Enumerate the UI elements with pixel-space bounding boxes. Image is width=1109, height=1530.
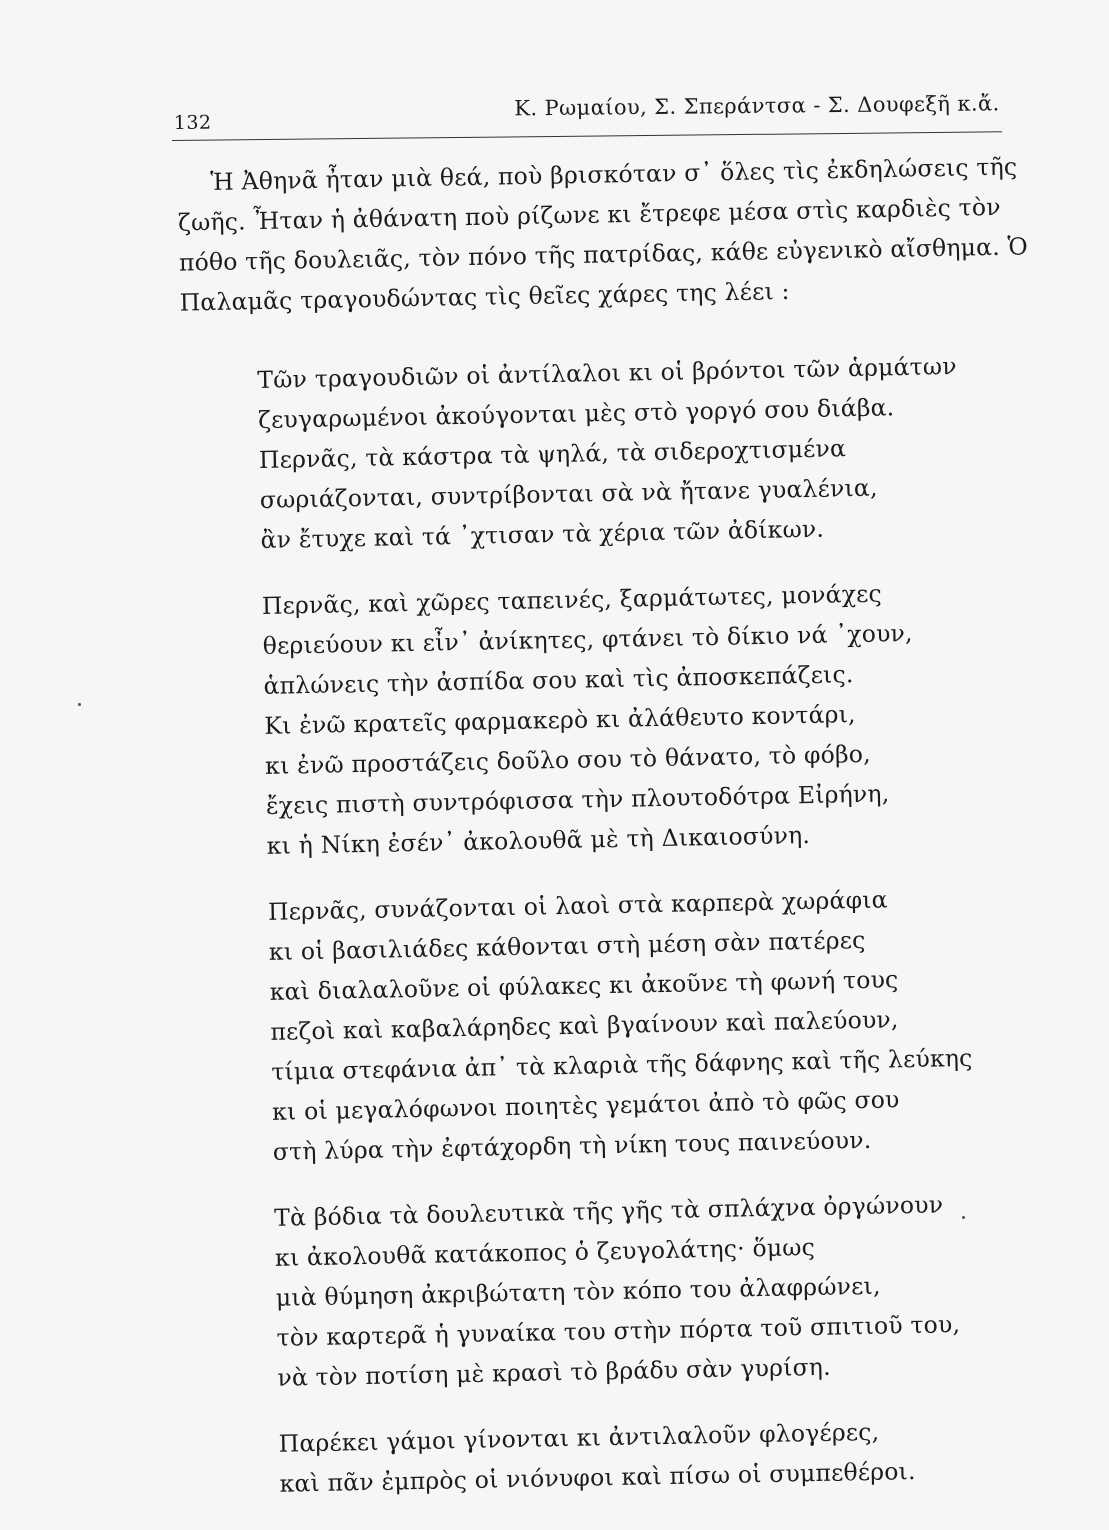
print-speck: [78, 703, 81, 706]
verse-line: κι ἀκολουθᾶ κατάκοπος ὁ ζευγολάτης· ὅμως: [274, 1232, 816, 1272]
prose-paragraph: [177, 147, 1029, 322]
prose-line: Ἡ Ἀθηνᾶ ἦταν μιὰ θεά, ποὺ βρισκόταν σ᾽ ὅλες τὶς ἐκδηλώσεις τῆς: [210, 152, 1018, 196]
verse-line: καὶ πᾶν ἐμπρὸς οἱ νιόνυφοι καὶ πίσω οἱ συμπεθέροι.: [279, 1457, 916, 1498]
page-number: 132: [173, 111, 212, 134]
verse-line: πεζοὶ καὶ καβαλάρηδες καὶ βγαίνουν καὶ παλεύουν,: [270, 1005, 899, 1046]
print-speck: [962, 1216, 965, 1219]
verse-line: κι οἱ βασιλιάδες κάθονται στὴ μέση σὰν πατέρες: [268, 925, 866, 966]
stanza: [278, 1409, 999, 1503]
verse-line: καὶ διαλαλοῦνε οἱ φύλακες κι ἀκοῦνε τὴ φωνή τους: [269, 965, 899, 1006]
verse-line: κι ἐνῶ προστάζεις δοῦλο σου τὸ θάνατο, τὸ φόβο,: [264, 739, 872, 780]
verse-line: σωριάζονται, συντρίβονται σὰ νὰ ἤτανε γυαλένια,: [259, 473, 878, 514]
verse-line: στὴ λύρα τὴν ἐφτάχορδη τὴ νίκη τους παινεύουν.: [272, 1125, 872, 1166]
prose-line: πόθο τῆς δουλειᾶς, τὸν πόνο τῆς πατρίδας, κάθε εὐγενικὸ αἴσθημα. Ὁ: [178, 232, 1029, 277]
verse-line: ἔχεις πιστὴ συντρόφισσα τὴν πλουτοδότρα Εἰρήνη,: [265, 779, 890, 820]
verse-line: Παρέκει γάμοι γίνονται κι ἀντιλαλοῦν φλογέρες,: [278, 1417, 880, 1458]
verse-line: κι οἱ μεγαλόφωνοι ποιητὲς γεμάτοι ἀπὸ τὸ φῶς σου: [271, 1085, 900, 1126]
verse-line: Τὰ βόδια τὰ δουλευτικὰ τῆς γῆς τὰ σπλάχνα ὀργώνουν: [273, 1190, 944, 1232]
verse-line: ζευγαρωμένοι ἀκούγονται μὲς στὸ γοργό σου διάβα.: [257, 393, 895, 434]
verse-line: κι ἡ Νίκη ἐσέν᾽ ἀκολουθᾶ μὲ τὴ Δικαιοσύνη.: [266, 820, 811, 860]
verse-line: ἂν ἔτυχε καὶ τά ᾽χτισαν τὰ χέρια τῶν ἀδίκων.: [260, 514, 825, 554]
verse-line: Περνᾶς, συνάζονται οἱ λαοὶ στὰ καρπερὰ χωράφια: [267, 885, 888, 926]
verse-line: ἁπλώνεις τὴν ἀσπίδα σου καὶ τὶς ἀποσκεπάζεις.: [263, 660, 854, 700]
stanza: [262, 572, 987, 866]
running-head: Κ. Ρωμαίου, Σ. Σπεράντσα - Σ. Δουφεξῆ κ.ἄ.: [514, 91, 1000, 121]
verse-line: νὰ τὸν ποτίση μὲ κρασὶ τὸ βράδυ σὰν γυρίση.: [277, 1352, 832, 1392]
prose-line: ζωῆς. Ἦταν ἡ ἀθάνατη ποὺ ρίζωνε κι ἔτρεφε μέσα στὶς καρδιὲς τὸν: [177, 192, 1001, 237]
verse-line: Τῶν τραγουδιῶν οἱ ἀντίλαλοι κι οἱ βρόντοι τῶν ἁρμάτων: [257, 351, 957, 394]
verse-line: Κι ἐνῶ κρατεῖς φαρμακερὸ κι ἀλάθευτο κοντάρι,: [264, 700, 856, 740]
verse-line: θεριεύουν κι εἶν᾽ ἀνίκητες, φτάνει τὸ δίκιο νά ᾽χουν,: [262, 618, 913, 660]
verse-line: τίμια στεφάνια ἀπ᾽ τὰ κλαριὰ τῆς δάφνης καὶ τῆς λεύκης: [271, 1043, 973, 1086]
poem-quotation: [257, 346, 1000, 1530]
verse-line: Περνᾶς, καὶ χῶρες ταπεινές, ξαρμάτωτες, μονάχες: [261, 579, 883, 620]
page-header: [172, 91, 1002, 141]
stanza: [268, 877, 993, 1171]
verse-line: μιὰ θύμηση ἀκριβώτατη τὸν κόπο του ἀλαφρώνει,: [275, 1271, 881, 1312]
stanza: [274, 1183, 998, 1397]
prose-line: Παλαμᾶς τραγουδώντας τὶς θεῖες χάρες της λέει :: [179, 276, 790, 317]
verse-line: τὸν καρτερᾶ ἡ γυναίκα του στὴν πόρτα τοῦ σπιτιοῦ του,: [276, 1310, 961, 1352]
verse-line: Περνᾶς, τὰ κάστρα τὰ ψηλά, τὰ σιδεροχτισμένα: [258, 434, 847, 474]
stanza: [257, 346, 981, 560]
